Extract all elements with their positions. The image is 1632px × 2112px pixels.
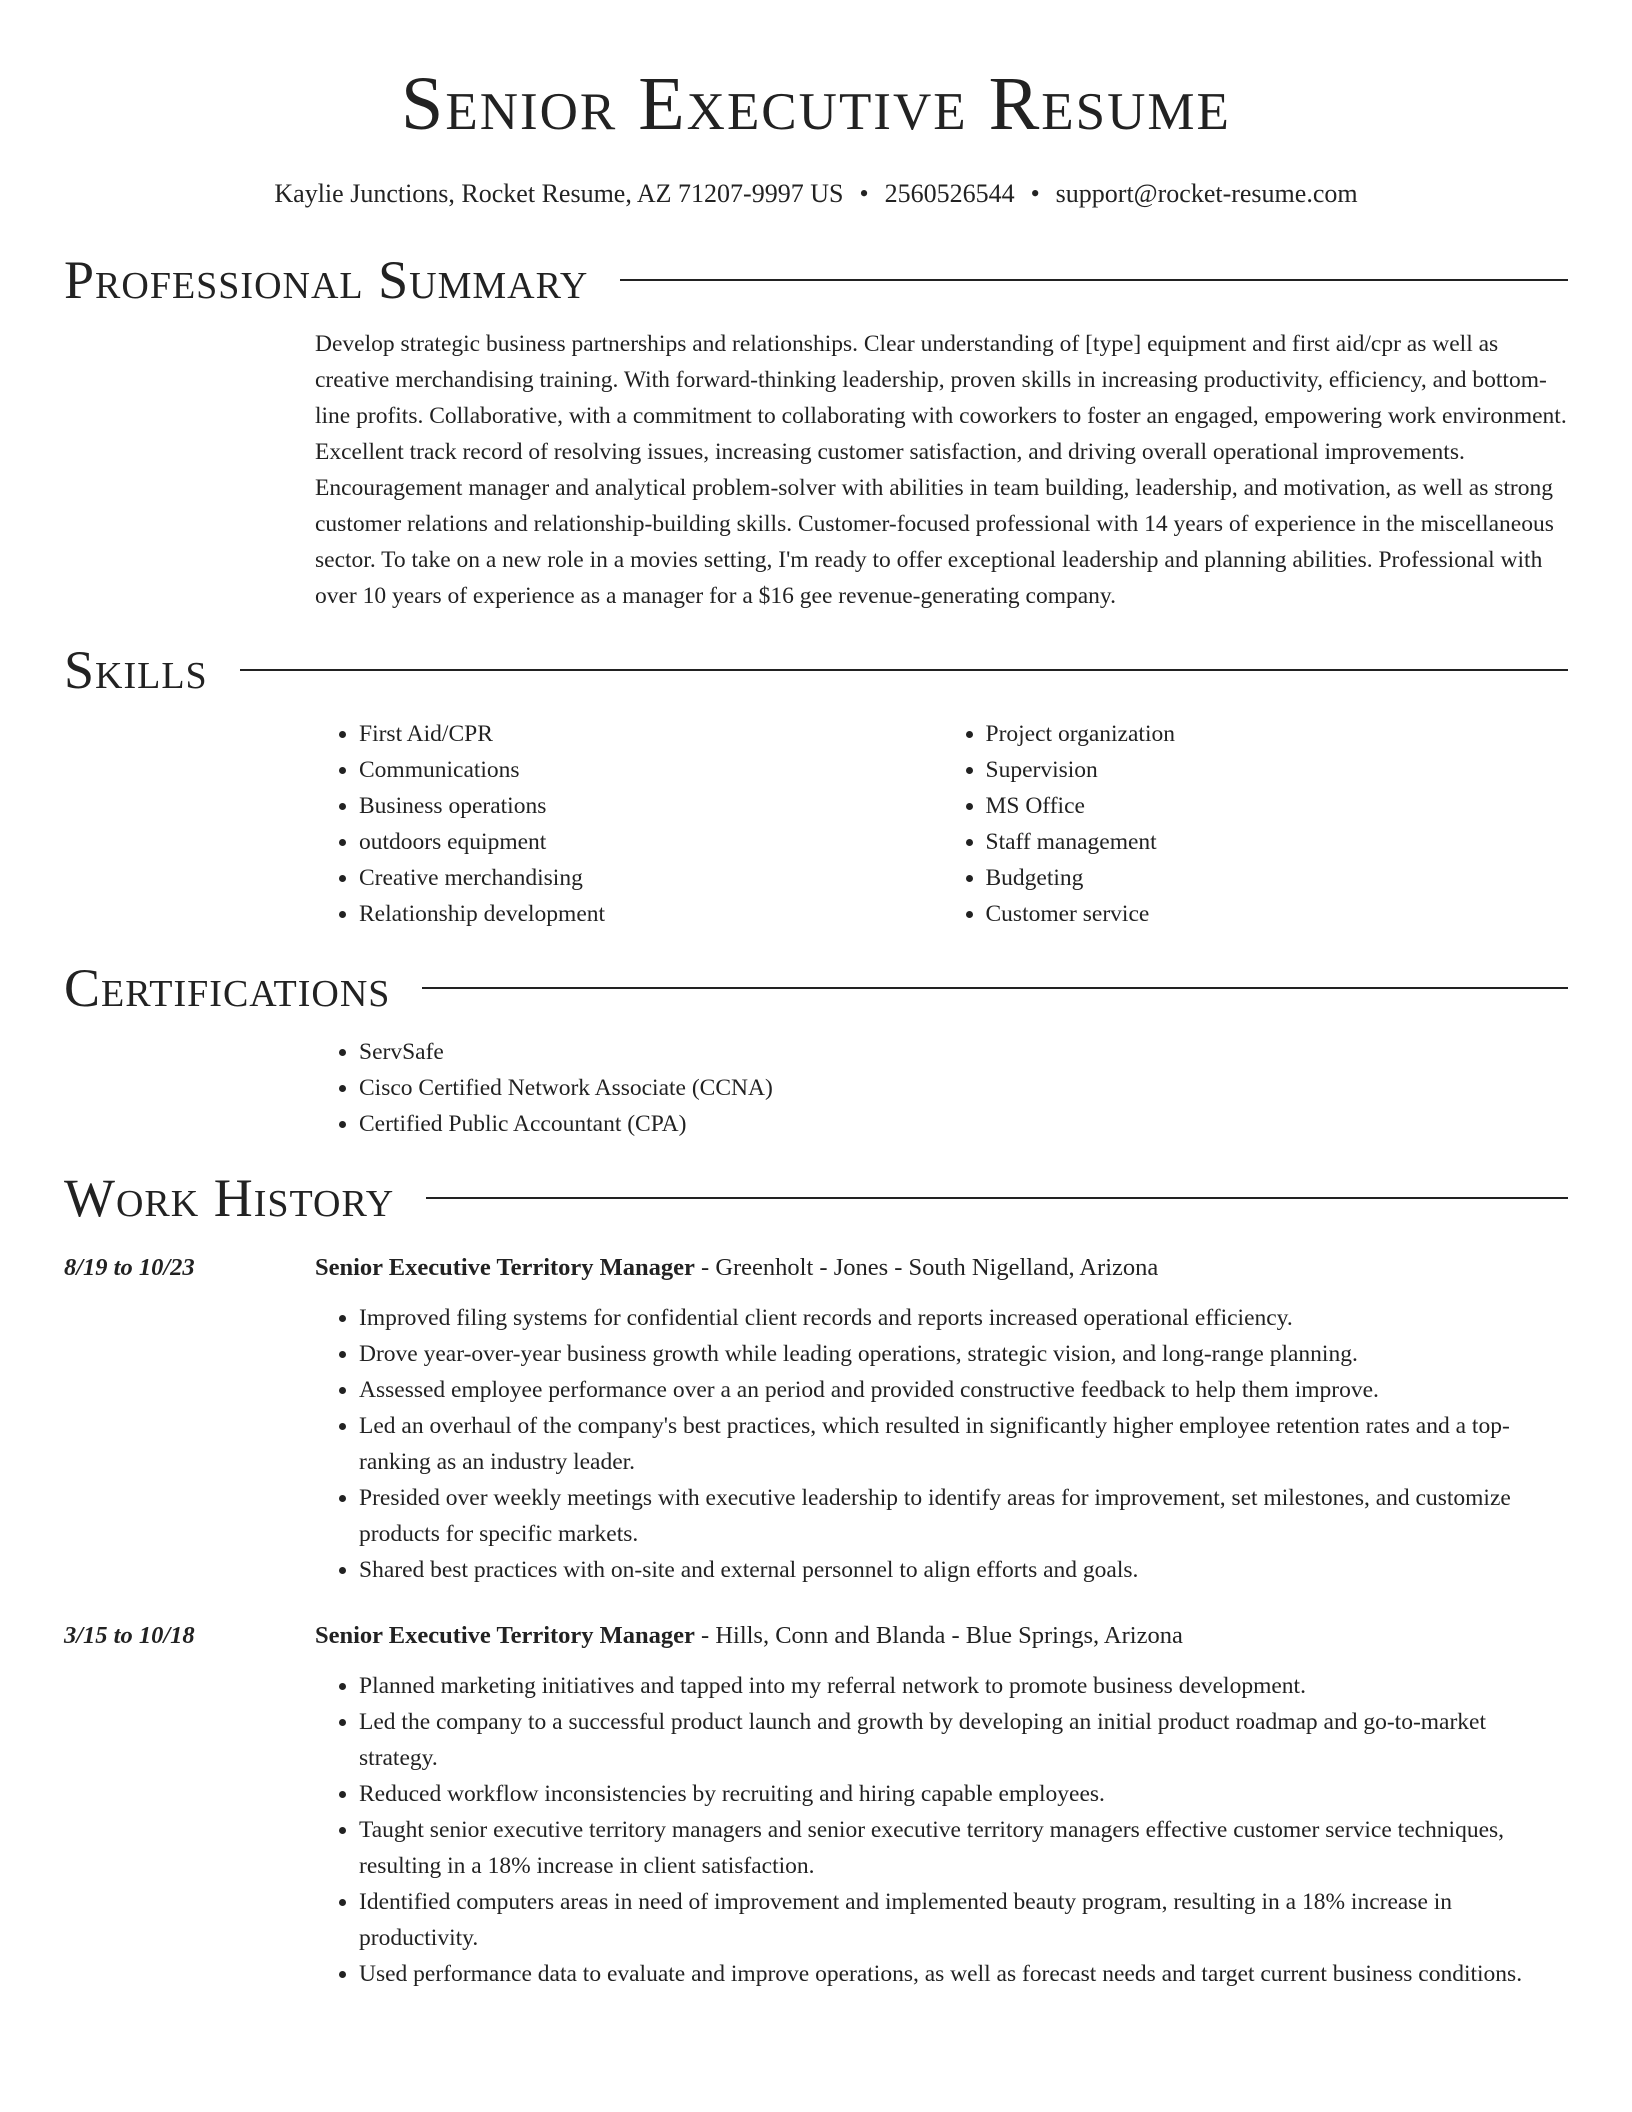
skills-grid	[315, 716, 1568, 932]
contact-separator: •	[1030, 179, 1040, 208]
job-bullet: • Led an overhaul of the company's best practices, which resulted in significantly higher employee retention rates and a top-ranking as an industry leader.	[359, 1408, 1568, 1480]
job-title-line	[315, 1618, 1183, 1654]
contact-separator: •	[859, 179, 869, 208]
section-divider	[620, 279, 1568, 281]
job-bullet: • Identified computers areas in need of improvement and implemented beauty program, resulting in a 18% increase in productivity.	[359, 1884, 1568, 1956]
job-employer: - Hills, Conn and Blanda - Blue Springs, Arizona	[694, 1622, 1183, 1649]
job-bullet: • Drove year-over-year business growth while leading operations, strategic vision, and long-range planning.	[359, 1336, 1568, 1372]
certifications-section-header	[64, 956, 1568, 1020]
summary-section-title: Professional Summary	[64, 250, 589, 310]
job-bullet: • Used performance data to evaluate and improve operations, as well as forecast needs and target current business conditions.	[359, 1956, 1568, 1992]
job-bullet: • Led the company to a successful product launch and growth by developing an initial product roadmap and go-to-market strategy.	[359, 1704, 1568, 1776]
job-bullet-list	[315, 1300, 1568, 1588]
skill-item: • Staff management	[986, 824, 1569, 860]
job-bullet-list	[315, 1668, 1568, 1992]
job-bullets	[315, 1300, 1568, 1588]
certifications-section-title: Certifications	[64, 958, 391, 1018]
job-title-line	[315, 1250, 1158, 1286]
job-header	[64, 1250, 1568, 1286]
skill-item: • Communications	[359, 752, 942, 788]
job-employer: - Greenholt - Jones - South Nigelland, Arizona	[694, 1254, 1159, 1281]
work-section-header	[64, 1166, 1568, 1230]
job-header	[64, 1618, 1568, 1654]
skills-list-left	[315, 716, 942, 932]
job-bullets	[315, 1668, 1568, 1992]
job-entry	[64, 1618, 1568, 1992]
certifications-list	[315, 1034, 1568, 1142]
job-bullet: • Presided over weekly meetings with executive leadership to identify areas for improvement, set milestones, and customize products for specific markets.	[359, 1480, 1568, 1552]
skill-item: • outdoors equipment	[359, 824, 942, 860]
skill-item: • First Aid/CPR	[359, 716, 942, 752]
section-divider	[422, 987, 1568, 989]
certification-item: • Cisco Certified Network Associate (CCNA)	[359, 1070, 1568, 1106]
summary-section	[315, 326, 1568, 614]
skills-section-title: Skills	[64, 640, 208, 700]
job-dates: 8/19 to 10/23	[64, 1254, 195, 1281]
job-bullet: • Reduced workflow inconsistencies by recruiting and hiring capable employees.	[359, 1776, 1568, 1812]
skill-item: • Budgeting	[986, 860, 1569, 896]
contact-address: Kaylie Junctions, Rocket Resume, AZ 71207-9997 US	[274, 179, 844, 208]
skills-section	[315, 716, 1568, 932]
job-dates: 3/15 to 10/18	[64, 1622, 195, 1649]
skill-item: • Business operations	[359, 788, 942, 824]
job-bullet: • Taught senior executive territory managers and senior executive territory managers effective customer service techniques, resulting in a 18% increase in client satisfaction.	[359, 1812, 1568, 1884]
job-bullet: • Planned marketing initiatives and tapped into my referral network to promote business development.	[359, 1668, 1568, 1704]
skill-item: • Customer service	[986, 896, 1569, 932]
work-section-title: Work History	[64, 1168, 395, 1228]
summary-section-header	[64, 248, 1568, 312]
resume-title: Senior Executive Resume	[401, 62, 1231, 146]
job-bullet: • Shared best practices with on-site and external personnel to align efforts and goals.	[359, 1552, 1568, 1588]
summary-text: Develop strategic business partnerships and relationships. Clear understanding of [type] equipment and first aid/cpr as well as creative merchandising training. With forward-thinking leadership, proven skills in increasing productivity, efficiency, and bottom-line profits. Collaborative, with a commitment to collaborating with coworkers to foster an engaged, empowering work environment. Excellent track record of resolving issues, increasing customer satisfaction, and driving overall operational improvements. Encouragement manager and analytical problem-solver with abilities in team building, leadership, and motivation, as well as strong customer relations and relationship-building skills. Customer-focused professional with 14 years of experience in the miscellaneous sector. To take on a new role in a movies setting, I'm ready to offer exceptional leadership and planning abilities. Professional with over 10 years of experience as a manager for a $16 gee revenue-generating company.	[315, 331, 1567, 609]
job-entry	[64, 1250, 1568, 1588]
section-divider	[426, 1197, 1568, 1199]
certifications-section	[315, 1034, 1568, 1142]
skill-item: • Creative merchandising	[359, 860, 942, 896]
skill-item: • MS Office	[986, 788, 1569, 824]
skill-item: • Relationship development	[359, 896, 942, 932]
job-title: Senior Executive Territory Manager	[315, 1254, 695, 1281]
certification-item: • Certified Public Accountant (CPA)	[359, 1106, 1568, 1142]
section-divider	[240, 669, 1568, 671]
skills-list-right	[942, 716, 1569, 932]
job-bullet: • Assessed employee performance over a an period and provided constructive feedback to help them improve.	[359, 1372, 1568, 1408]
certification-item: • ServSafe	[359, 1034, 1568, 1070]
skills-section-header	[64, 638, 1568, 702]
skill-item: • Supervision	[986, 752, 1569, 788]
contact-phone: 2560526544	[884, 179, 1015, 208]
contact-line	[64, 178, 1568, 210]
job-bullet: • Improved filing systems for confidential client records and reports increased operational efficiency.	[359, 1300, 1568, 1336]
job-title: Senior Executive Territory Manager	[315, 1622, 695, 1649]
contact-email: support@rocket-resume.com	[1055, 179, 1358, 208]
skill-item: • Project organization	[986, 716, 1569, 752]
